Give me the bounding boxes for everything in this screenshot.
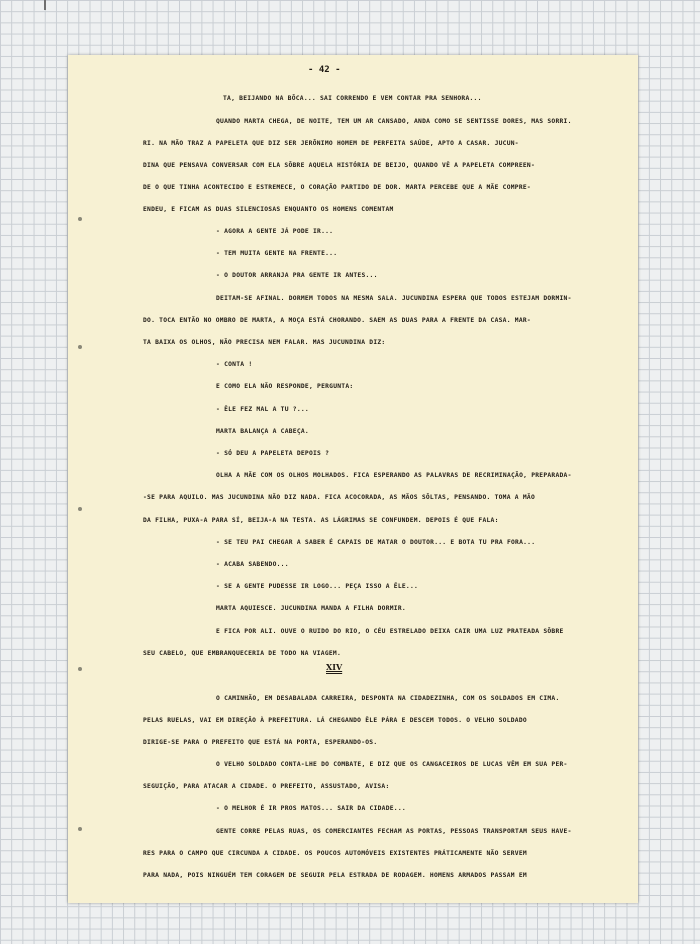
edge-tick-mark [44,0,46,10]
dialogue-line: - ÊLE FEZ MAL A TU ?... [216,406,309,413]
text-line: DIRIGE-SE PARA O PREFEITO QUE ESTÁ NA PORTA, ESPERANDO-OS. [143,739,378,746]
text-line: RI. NA MÃO TRAZ A PAPELETA QUE DIZ SER JERÔNIMO HOMEM DE PERFEITA SAÚDE, APTO A CASAR. JUCUN- [143,140,519,147]
text-line: SEGUIÇÃO, PARA ATACAR A CIDADE. O PREFEITO, ASSUSTADO, AVISA: [143,783,390,790]
text-line: OLHA A MÃE COM OS OLHOS MOLHADOS. FICA ESPERANDO AS PALAVRAS DE RECRIMINAÇÃO, PREPARADA- [216,472,572,479]
dialogue-line: - CONTA ! [216,361,253,368]
text-line: QUANDO MARTA CHEGA, DE NOITE, TEM UM AR CANSADO, ANDA COMO SE SENTISSE DORES, MAS SORRI. [216,118,572,125]
text-line: -SE PARA AQUILO. MAS JUCUNDINA NÃO DIZ NADA. FICA ACOCORADA, AS MÃOS SÔLTAS, PENSANDO. TOMA A MÃO [143,494,535,501]
page-number: - 42 - [308,65,341,75]
dialogue-line: - ACABA SABENDO... [216,561,289,568]
text-line: O CAMINHÃO, EM DESABALADA CARREIRA, DESPONTA NA CIDADEZINHA, COM OS SOLDADOS EM CIMA. [216,695,560,702]
text-line: ENDEU, E FICAM AS DUAS SILENCIOSAS ENQUANTO OS HOMENS COMENTAM [143,206,394,213]
punch-hole [78,345,82,349]
text-line: MARTA BALANÇA A CABEÇA. [216,428,309,435]
dialogue-line: - SE TEU PAI CHEGAR A SABER É CAPAIS DE MATAR O DOUTOR... E BOTA TU PRA FORA... [216,539,536,546]
dialogue-line: - TEM MUITA GENTE NA FRENTE... [216,250,338,257]
text-line: DEITAM-SE AFINAL. DORMEM TODOS NA MESMA SALA. JUCUNDINA ESPERA QUE TODOS ESTEJAM DORMIN- [216,295,572,302]
punch-hole [78,827,82,831]
text-line: DINA QUE PENSAVA CONVERSAR COM ELA SÔBRE AQUELA HISTÓRIA DE BEIJO, QUANDO VÊ A PAPELETA COMPREEN- [143,162,535,169]
punch-hole [78,217,82,221]
text-line: DE O QUE TINHA ACONTECIDO E ESTREMECE, O CORAÇÃO PARTIDO DE DOR. MARTA PERCEBE QUE A MÃE COMPRE- [143,184,531,191]
punch-hole [78,667,82,671]
text-line: DA FILHA, PUXA-A PARA SÍ, BEIJA-A NA TESTA. AS LÁGRIMAS SE CONFUNDEM. DEPOIS É QUE FALA: [143,517,499,524]
text-line: TA, BEIJANDO NA BÔCA... SAI CORRENDO E VEM CONTAR PRA SENHORA... [223,95,482,102]
dialogue-line: - SÓ DEU A PAPELETA DEPOIS ? [216,450,330,457]
text-line: SEU CABELO, QUE EMBRANQUECERIA DE TODO NA VIAGEM. [143,650,342,657]
text-line: E FICA POR ALI. OUVE O RUIDO DO RIO, O CÉU ESTRELADO DEIXA CAIR UMA LUZ PRATEADA SÔBRE [216,628,564,635]
text-line: O VELHO SOLDADO CONTA-LHE DO COMBATE, E DIZ QUE OS CANGACEIROS DE LUCAS VÊM EM SUA PER- [216,761,568,768]
text-line: MARTA AQUIESCE. JUCUNDINA MANDA A FILHA DORMIR. [216,605,406,612]
text-line: PARA NADA, POIS NINGUÉM TEM CORAGEM DE SEGUIR PELA ESTRADA DE RODAGEM. HOMENS ARMADOS PASSAM EM [143,872,527,879]
dialogue-line: - O MELHOR É IR PROS MATOS... SAIR DA CIDADE... [216,805,406,812]
text-line: PELAS RUELAS, VAI EM DIREÇÃO À PREFEITURA. LÁ CHEGANDO ÊLE PÁRA E DESCEM TODOS. O VELHO SOLDADO [143,717,527,724]
dialogue-line: - SE A GENTE PUDESSE IR LOGO... PEÇA ISSO A ÊLE... [216,583,419,590]
section-numeral: XIV [326,662,343,672]
text-line: RES PARA O CAMPO QUE CIRCUNDA A CIDADE. OS POUCOS AUTOMÓVEIS EXISTENTES PRÁTICAMENTE NÃO SERVEM [143,850,527,857]
dialogue-line: - AGORA A GENTE JÁ PODE IR... [216,228,334,235]
text-line: E COMO ELA NÃO RESPONDE, PERGUNTA: [216,383,354,390]
text-line: GENTE CORRE PELAS RUAS, OS COMERCIANTES FECHAM AS PORTAS, PESSOAS TRANSPORTAM SEUS HAVE- [216,828,572,835]
typewritten-page [68,55,638,903]
text-line: TA BAIXA OS OLHOS, NÃO PRECISA NEM FALAR. MAS JUCUNDINA DIZ: [143,339,386,346]
punch-hole [78,507,82,511]
dialogue-line: - O DOUTOR ARRANJA PRA GENTE IR ANTES... [216,272,378,279]
text-line: DO. TOCA ENTÃO NO OMBRO DE MARTA, A MOÇA ESTÁ CHORANDO. SAEM AS DUAS PARA A FRENTE DA CASA. MAR- [143,317,531,324]
